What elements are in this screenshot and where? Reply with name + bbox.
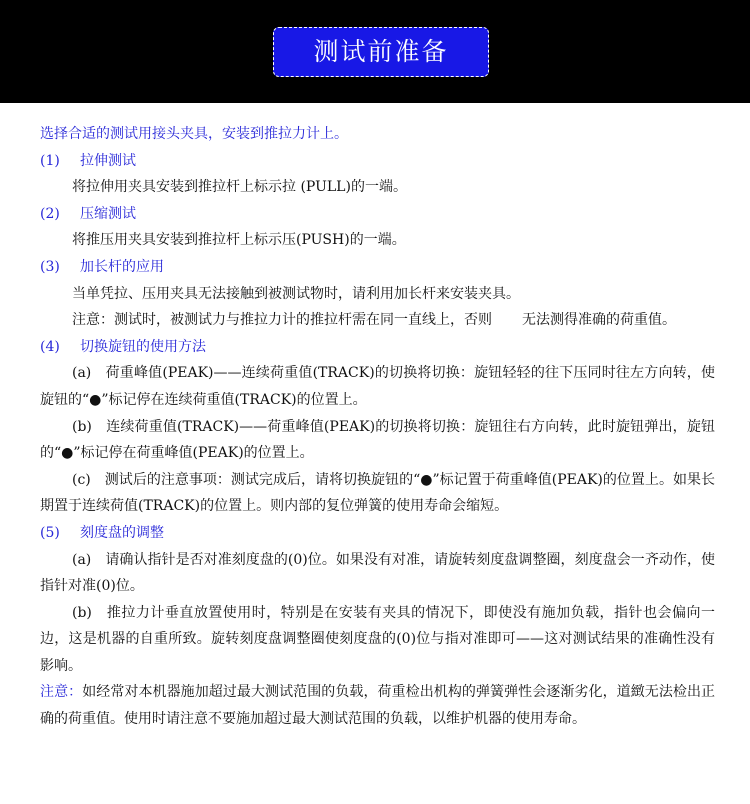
section-title: 压缩测试 [80,205,136,222]
section-3-heading [40,254,715,281]
section-5-item-a: (a) 请确认指针是否对准刻度盘的(0)位。如果没有对准，请旋转刻度盘调整圈，刻度盘会一齐动作，使指针对准(0)位。 [40,551,715,595]
section-number: (3) [40,258,60,275]
header-bar [0,0,750,103]
section-5-item-b: (b) 推拉力计垂直放置使用时，特别是在安装有夹具的情况下，即使没有施加负载，指针也会偏向一边，这是机器的自重所致。旋转刻度盘调整圈使刻度盘的(0)位与指对准即可——这对测试结果的准确性没有影响。 [40,604,715,674]
final-note-label: 注意： [40,684,83,701]
section-title: 加长杆的应用 [80,258,164,275]
section-4-item-c: (c) 测试后的注意事项：测试完成后，请将切换旋钮的“●”标记置于荷重峰值(PEAK)的位置上。如果长期置于连续荷值(TRACK)的位置上。则内部的复位弹簧的使用寿命会缩短。 [40,471,715,515]
section-2-heading [40,201,715,228]
section-4-item-b: (b) 连续荷重值(TRACK)——荷重峰值(PEAK)的切换将切换：旋钮往右方向转，此时旋钮弹出，旋钮的“●”标记停在荷重峰值(PEAK)的位置上。 [40,418,715,462]
intro-text: 选择合适的测试用接头夹具，安装到推拉力计上。 [40,126,348,142]
section-number: (4) [40,338,60,355]
section-title: 刻度盘的调整 [80,524,164,541]
final-note [40,679,715,732]
note-part-b: 无法测得准确的荷重值。 [522,312,676,329]
section-1-heading [40,148,715,175]
section-number: (5) [40,524,60,541]
page-title: 测试前准备 [273,27,489,77]
section-2-body: 将推压用夹具安装到推拉杆上标示压(PUSH)的一端。 [72,232,406,249]
document-body [40,121,715,733]
final-note-text: 如经常对本机器施加超过最大测试范围的负载，荷重检出机构的弹簧弹性会逐渐劣化，道緻无法检出正确的荷重值。使用时请注意不要施加超过最大测试范围的负载，以维护机器的使用寿命。 [40,684,716,728]
section-4-heading [40,334,715,361]
section-3-note [40,307,715,334]
section-title: 拉伸测试 [80,152,136,169]
section-3-body: 当单凭拉、压用夹具无法接触到被测试物时，请利用加长杆来安装夹具。 [72,285,520,302]
section-title: 切换旋钮的使用方法 [80,338,206,355]
section-4-item-a: (a) 荷重峰值(PEAK)——连续荷重值(TRACK)的切换将切换：旋钮轻轻的往下压同时往左方向转，使旋钮的“●”标记停在连续荷重值(TRACK)的位置上。 [40,365,715,408]
section-number: (2) [40,205,60,222]
section-5-heading [40,520,715,547]
section-1-body: 将拉伸用夹具安装到推拉杆上标示拉 (PULL)的一端。 [72,179,407,196]
note-part-a: 注意：测试时，被测试力与推拉力计的推拉杆需在同一直线上，否则 [72,312,492,329]
section-number: (1) [40,152,60,169]
